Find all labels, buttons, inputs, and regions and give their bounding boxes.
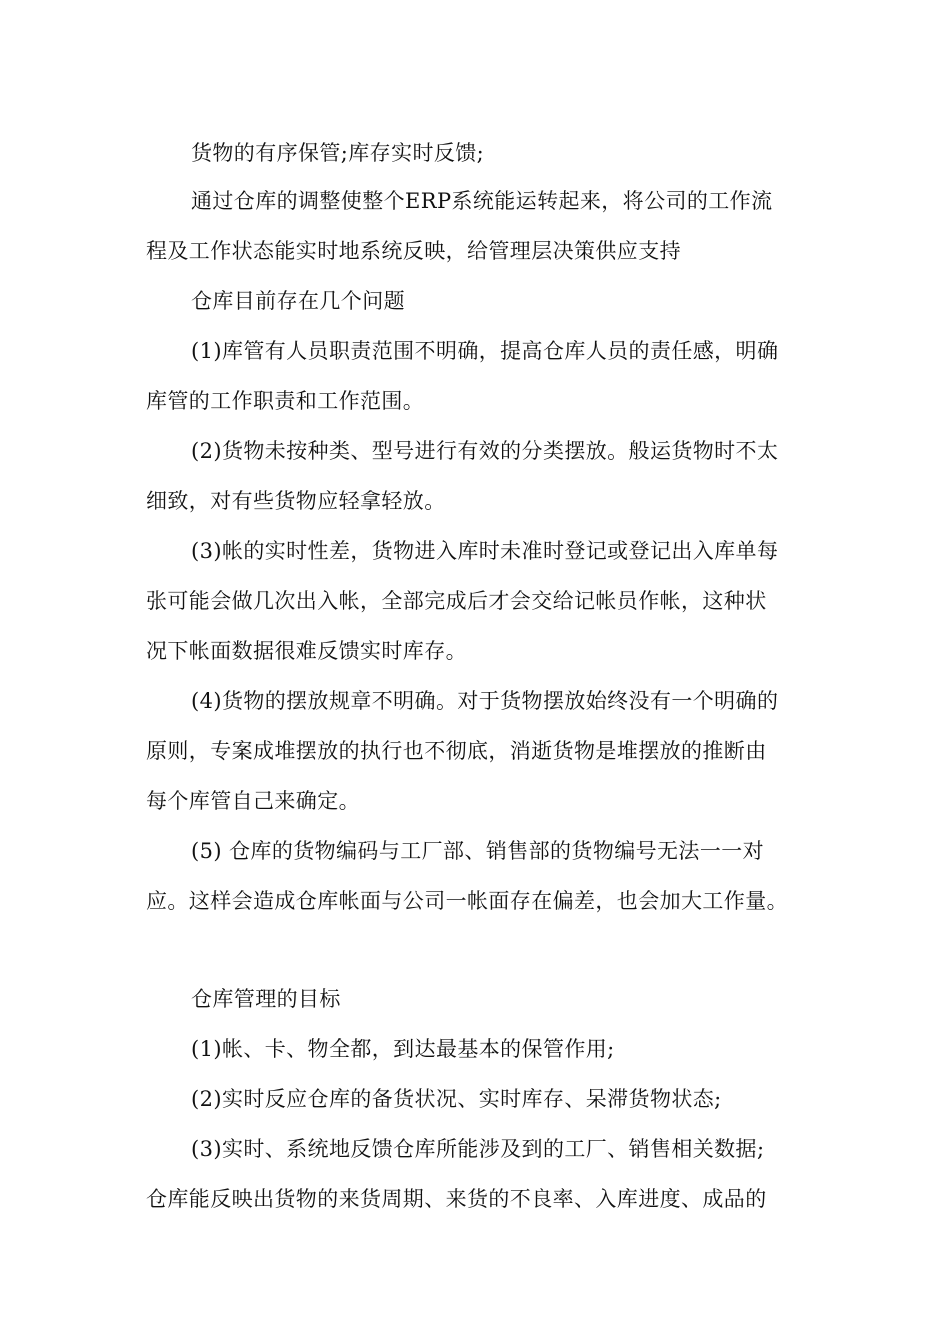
list-item-line: (1)帐、卡、物全都，到达最基本的保管作用; [191,1037,615,1061]
list-item-line: (2)货物未按种类、型号进行有效的分类摆放。般运货物时不太 [191,439,779,463]
list-item-line: 况下帐面数据很难反馈实时库存。 [146,639,467,663]
paragraph-line: 通过仓库的调整使整个ERP系统能运转起来，将公司的工作流 [191,189,773,213]
section-heading: 仓库目前存在几个问题 [191,289,405,313]
section-heading: 仓库管理的目标 [191,987,341,1011]
list-item-line: 应。这样会造成仓库帐面与公司一帐面存在偏差，也会加大工作量。 [146,889,788,913]
list-item-line: (4)货物的摆放规章不明确。对于货物摆放始终没有一个明确的 [191,689,779,713]
list-item-line: 仓库能反映出货物的来货周期、来货的不良率、入库进度、成品的 [146,1187,767,1211]
list-item-line: (5) 仓库的货物编码与工厂部、销售部的货物编号无法一一对 [191,839,765,863]
list-item-line: 库管的工作职责和工作范围。 [146,389,425,413]
list-item-line: (2)实时反应仓库的备货状况、实时库存、呆滞货物状态; [191,1087,722,1111]
list-item-line: 细致，对有些货物应轻拿轻放。 [146,489,446,513]
list-item-line: 张可能会做几次出入帐，全部完成后才会交给记帐员作帐，这种状 [146,589,767,613]
paragraph-line: 程及工作状态能实时地系统反映，给管理层决策供应支持 [146,239,681,263]
paragraph-line: 货物的有序保管;库存实时反馈; [191,141,485,165]
list-item-line: (1)库管有人员职责范围不明确，提高仓库人员的责任感，明确 [191,339,779,363]
list-item-line: (3)实时、系统地反馈仓库所能涉及到的工厂、销售相关数据; [191,1137,765,1161]
list-item-line: (3)帐的实时性差，货物进入库时未准时登记或登记出入库单每 [191,539,779,563]
list-item-line: 每个库管自己来确定。 [146,789,360,813]
list-item-line: 原则，专案成堆摆放的执行也不彻底，消逝货物是堆摆放的推断由 [146,739,767,763]
